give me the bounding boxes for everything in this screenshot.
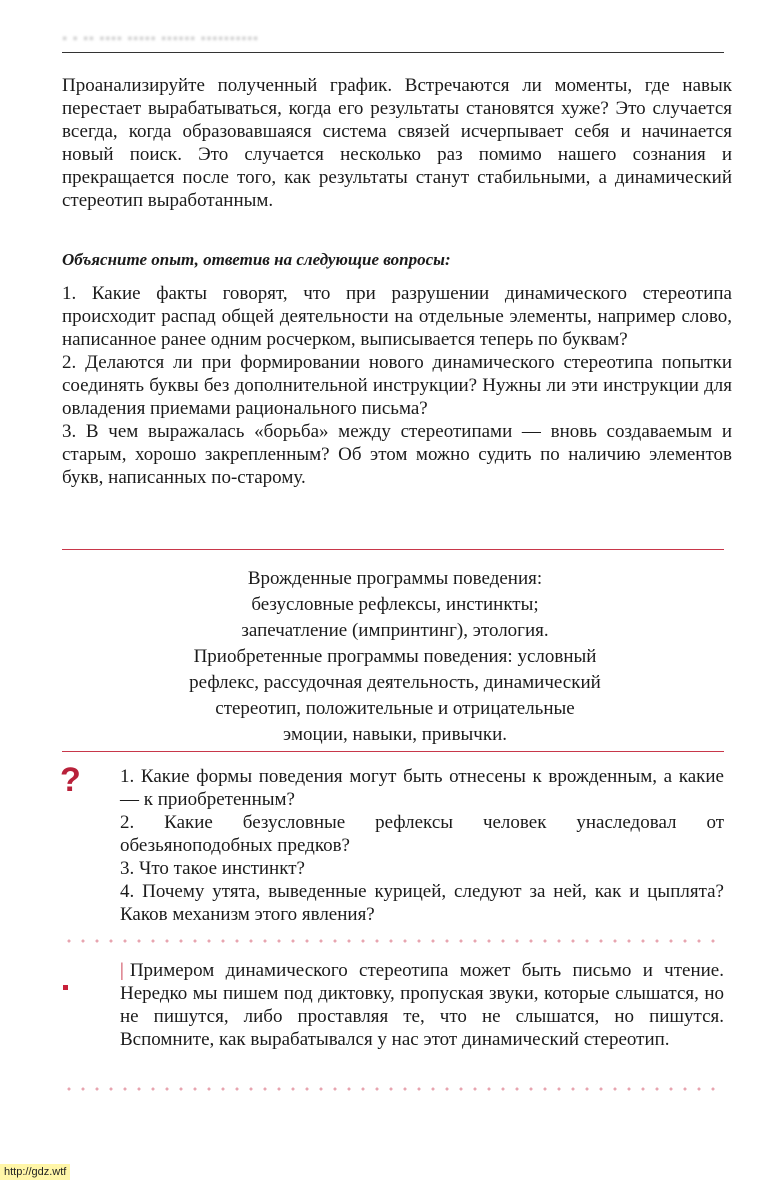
dotted-divider-bottom: [62, 1087, 724, 1091]
summary-line: запечатление (импринтинг), этология.: [241, 620, 549, 641]
task-marker: |: [120, 960, 124, 981]
task-square-icon: [63, 985, 68, 990]
summary-bottom-rule: [62, 751, 724, 752]
summary-line: рефлекс, рассудочная деятельность, динамический: [189, 672, 601, 693]
review-question-item: 3. Что такое инстинкт?: [120, 858, 305, 879]
summary-line: Врожденные программы поведения:: [247, 568, 543, 589]
task-paragraph: [120, 959, 724, 1051]
review-question-item: 4. Почему утята, выведенные курицей, следуют за ней, как и цыплята? Каков механизм этого явления?: [120, 881, 724, 925]
watermark-link[interactable]: http://gdz.wtf: [0, 1164, 70, 1180]
summary-line: стереотип, положительные и отрицательные: [215, 698, 575, 719]
review-question-item: 2. Какие безусловные рефлексы человек унаследовал от обезьяноподобных предков?: [120, 812, 724, 856]
intro-paragraph: Проанализируйте полученный график. Встречаются ли моменты, где навык перестает вырабатываться, когда его результаты становятся хуже? Это случается всегда, когда образовавшаяся система связей исчерпывает себя и начинается новый поиск. Это случается несколько раз помимо нашего сознания и прекращается после того, как результаты станут стабильными, а динамический стереотип выработанным.: [62, 75, 732, 211]
review-question-item: 1. Какие формы поведения могут быть отнесены к врожденным, а какие — к приобретенным?: [120, 766, 724, 810]
review-questions: [120, 765, 724, 926]
summary-box: [100, 566, 690, 748]
dotted-divider-top: [62, 939, 724, 943]
summary-line: Приобретенные программы поведения: условный: [193, 646, 597, 667]
task-text: Примером динамического стереотипа может быть письмо и чтение. Нередко мы пишем под диктовку, пропуская звуки, которые слышатся, но не пишутся, либо проставляя те, что не слышатся, но пишутся. Вспомните, как вырабатывался у нас этот динамический стереотип.: [120, 960, 724, 1050]
questions-heading: Объясните опыт, ответив на следующие вопросы:: [62, 250, 451, 269]
summary-top-rule: [62, 549, 724, 550]
experiment-questions: [62, 282, 732, 489]
question-item: 3. В чем выражалась «борьба» между стереотипами — вновь создаваемым и старым, хорошо закрепленным? Об этом можно судить по наличию элементов букв, написанных по-старому.: [62, 421, 732, 488]
question-item: 1. Какие факты говорят, что при разрушении динамического стереотипа происходит распад общей деятельности на отдельные элементы, например слово, написанное ранее одним росчерком, выписывается теперь по буквам?: [62, 283, 732, 350]
summary-line: безусловные рефлексы, инстинкты;: [251, 594, 539, 615]
question-mark-icon: ?: [60, 761, 81, 799]
top-rule: [62, 52, 724, 53]
faint-running-header: ▪ ▪ ▪▪ ▪▪▪▪ ▪▪▪▪▪ ▪▪▪▪▪▪ ▪▪▪▪▪▪▪▪▪▪: [62, 30, 259, 47]
question-item: 2. Делаются ли при формировании нового динамического стереотипа попытки соединять буквы без дополнительной инструкции? Нужны ли эти инструкции для овладения приемами рационального письма?: [62, 352, 732, 419]
summary-line: эмоции, навыки, привычки.: [282, 724, 508, 745]
